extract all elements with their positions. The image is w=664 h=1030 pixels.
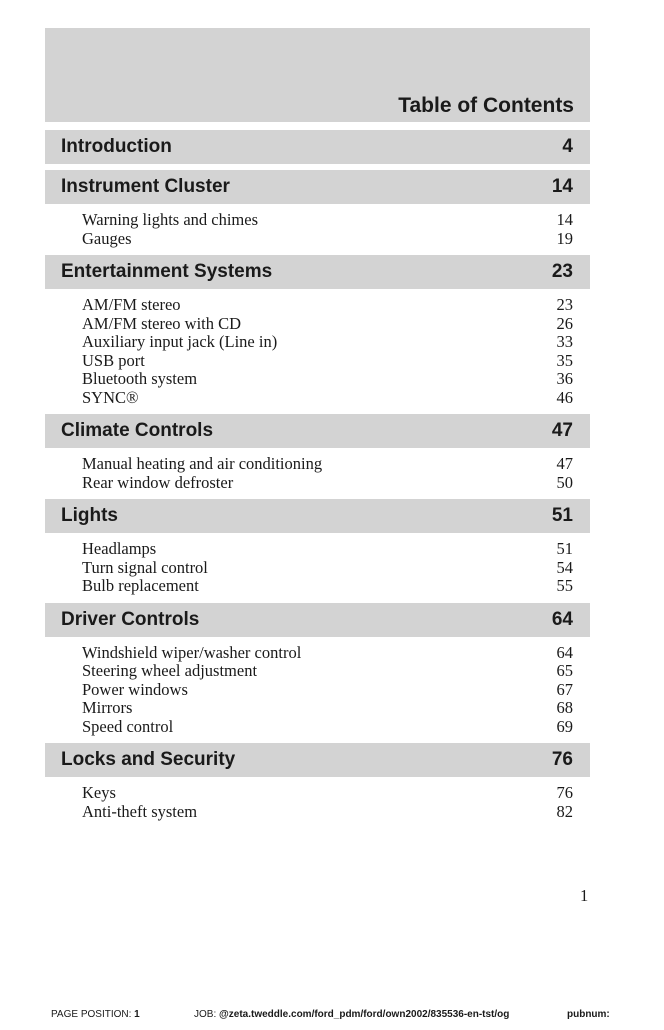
toc-item[interactable] bbox=[82, 455, 573, 474]
toc-item-label: Keys bbox=[82, 783, 116, 802]
toc-item-page: 47 bbox=[556, 454, 573, 473]
section-page: 47 bbox=[551, 420, 573, 441]
toc-item-label: Bulb replacement bbox=[82, 576, 199, 595]
toc-item-list bbox=[45, 533, 590, 603]
toc-item-list bbox=[45, 637, 590, 744]
toc-item-label: Speed control bbox=[82, 716, 174, 736]
section-page: 51 bbox=[551, 505, 573, 526]
toc-item[interactable] bbox=[82, 389, 573, 408]
toc-item-page: 36 bbox=[556, 369, 573, 388]
section-title: Driver Controls bbox=[61, 608, 200, 630]
toc-item-list bbox=[45, 204, 590, 255]
toc-item-label: Anti-theft system bbox=[82, 801, 198, 821]
page-title: Table of Contents bbox=[398, 94, 574, 117]
toc-item[interactable] bbox=[82, 315, 573, 334]
section-title: Lights bbox=[61, 505, 118, 526]
toc-item[interactable] bbox=[82, 370, 573, 389]
toc-item[interactable] bbox=[82, 474, 573, 493]
toc-item-label: Bluetooth system bbox=[82, 369, 198, 388]
toc-item[interactable] bbox=[82, 699, 573, 718]
page-number: 1 bbox=[580, 886, 589, 905]
toc-item[interactable] bbox=[82, 803, 573, 822]
toc-section-header[interactable] bbox=[45, 255, 590, 289]
toc-item-label: Mirrors bbox=[82, 698, 133, 717]
toc-item[interactable] bbox=[82, 559, 573, 578]
footer-pubnum: pubnum: bbox=[567, 1009, 610, 1020]
toc-item[interactable] bbox=[82, 211, 573, 230]
toc-section-header[interactable] bbox=[45, 499, 590, 533]
toc-section-header[interactable] bbox=[45, 743, 590, 777]
section-title: Instrument Cluster bbox=[61, 176, 230, 197]
footer-job bbox=[194, 1009, 509, 1020]
toc-item-label: Warning lights and chimes bbox=[82, 210, 259, 229]
footer-position-label: PAGE POSITION: bbox=[51, 1009, 132, 1020]
toc-item-label: AM/FM stereo bbox=[82, 295, 181, 314]
toc-item-label: Power windows bbox=[82, 679, 188, 699]
toc-item[interactable] bbox=[82, 718, 573, 737]
toc-item-page: 51 bbox=[556, 539, 573, 558]
toc-item[interactable] bbox=[82, 352, 573, 371]
toc-item-page: 50 bbox=[556, 472, 573, 492]
toc-item[interactable] bbox=[82, 644, 573, 663]
toc-section-header[interactable] bbox=[45, 603, 590, 637]
toc-item-list bbox=[45, 289, 590, 414]
toc-item-page: 35 bbox=[556, 350, 573, 370]
toc-item-label: AM/FM stereo with CD bbox=[82, 313, 242, 333]
footer-job-label: JOB: bbox=[194, 1009, 217, 1020]
toc-item-label: Auxiliary input jack (Line in) bbox=[82, 332, 278, 351]
toc-item-label: SYNC® bbox=[82, 387, 139, 407]
toc-item[interactable] bbox=[82, 662, 573, 681]
footer-position-value: 1 bbox=[134, 1009, 140, 1020]
toc-item-list bbox=[45, 777, 590, 828]
toc-item-label: Windshield wiper/washer control bbox=[82, 642, 302, 662]
section-page: 76 bbox=[551, 749, 573, 770]
section-page: 14 bbox=[551, 176, 573, 197]
toc-item-page: 33 bbox=[556, 332, 573, 351]
section-title: Locks and Security bbox=[61, 749, 236, 770]
section-title: Introduction bbox=[61, 136, 172, 157]
toc-item-label: Manual heating and air conditioning bbox=[82, 454, 323, 473]
print-footer bbox=[51, 1009, 651, 1023]
toc-item[interactable] bbox=[82, 540, 573, 559]
toc-item-page: 14 bbox=[556, 210, 573, 229]
toc-item[interactable] bbox=[82, 296, 573, 315]
toc-item-page: 64 bbox=[556, 642, 573, 662]
toc-item-page: 23 bbox=[556, 295, 573, 314]
section-page: 64 bbox=[551, 608, 573, 630]
section-title: Entertainment Systems bbox=[61, 261, 273, 282]
table-of-contents bbox=[45, 130, 590, 828]
footer-job-value: @zeta.tweddle.com/ford_pdm/ford/own2002/835536-en-tst/og bbox=[219, 1009, 510, 1020]
section-page: 4 bbox=[562, 136, 573, 157]
toc-item-page: 19 bbox=[556, 228, 573, 248]
toc-item-page: 69 bbox=[556, 716, 573, 736]
toc-section-header[interactable] bbox=[45, 170, 590, 204]
toc-section-header[interactable] bbox=[45, 414, 590, 448]
toc-item-list bbox=[45, 448, 590, 499]
toc-item-label: USB port bbox=[82, 350, 145, 370]
toc-item-page: 68 bbox=[556, 698, 573, 717]
section-page: 23 bbox=[551, 261, 573, 282]
toc-item[interactable] bbox=[82, 681, 573, 700]
toc-item-label: Gauges bbox=[82, 228, 132, 248]
section-title: Climate Controls bbox=[61, 420, 214, 441]
toc-item[interactable] bbox=[82, 784, 573, 803]
toc-item-page: 26 bbox=[556, 313, 573, 333]
toc-item-label: Rear window defroster bbox=[82, 472, 234, 492]
toc-item-label: Turn signal control bbox=[82, 557, 208, 577]
toc-item-page: 67 bbox=[556, 679, 573, 699]
toc-item-page: 54 bbox=[556, 557, 573, 577]
toc-header bbox=[45, 28, 590, 122]
toc-item[interactable] bbox=[82, 230, 573, 249]
toc-section-header[interactable] bbox=[45, 130, 590, 164]
toc-item[interactable] bbox=[82, 577, 573, 596]
toc-item-page: 55 bbox=[556, 576, 573, 595]
toc-item-page: 76 bbox=[556, 783, 573, 802]
toc-item-label: Headlamps bbox=[82, 539, 157, 558]
toc-item-page: 82 bbox=[556, 801, 573, 821]
toc-item-page: 65 bbox=[556, 661, 573, 680]
footer-page-position bbox=[51, 1009, 140, 1020]
toc-item-page: 46 bbox=[556, 387, 573, 407]
toc-item[interactable] bbox=[82, 333, 573, 352]
toc-item-label: Steering wheel adjustment bbox=[82, 661, 258, 680]
